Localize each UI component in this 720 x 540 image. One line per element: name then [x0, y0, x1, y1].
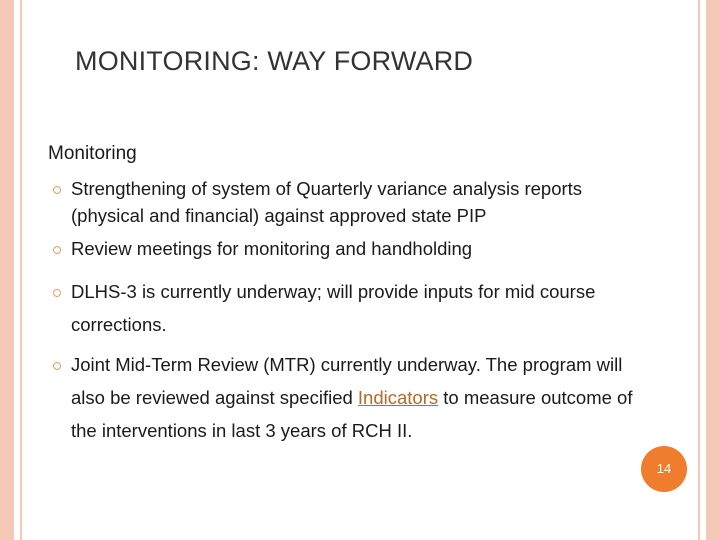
hollow-circle-bullet-icon	[53, 289, 61, 297]
bullet-line: (physical and financial) against approved state PIP	[71, 205, 487, 226]
slide-border-right	[706, 0, 720, 540]
hollow-circle-bullet-icon	[53, 362, 61, 370]
bullet-line: DLHS-3 is currently underway; will provide inputs for mid course	[71, 281, 596, 302]
hollow-circle-bullet-icon	[53, 186, 61, 194]
bullet-text: also be reviewed against specified	[71, 387, 358, 408]
bullet-line-with-link	[71, 387, 633, 409]
page-number-badge: 14	[641, 446, 687, 492]
indicators-link[interactable]: Indicators	[357, 387, 439, 408]
hollow-circle-bullet-icon	[53, 246, 61, 254]
bullet-line: Strengthening of system of Quarterly variance analysis reports	[71, 178, 583, 199]
bullet-line: Joint Mid-Term Review (MTR) currently underway. The program will	[71, 354, 623, 375]
section-heading: Monitoring	[48, 143, 137, 164]
bullet-text: to measure outcome of	[438, 387, 633, 408]
slide-border-left	[0, 0, 14, 540]
slide-border-right-line	[698, 0, 700, 540]
slide-border-left-line	[20, 0, 22, 540]
bullet-line: Review meetings for monitoring and handholding	[71, 238, 473, 259]
bullet-line: the interventions in last 3 years of RCH II.	[71, 420, 413, 441]
bullet-line: corrections.	[71, 314, 167, 335]
slide-title: MONITORING: WAY FORWARD	[75, 46, 474, 76]
